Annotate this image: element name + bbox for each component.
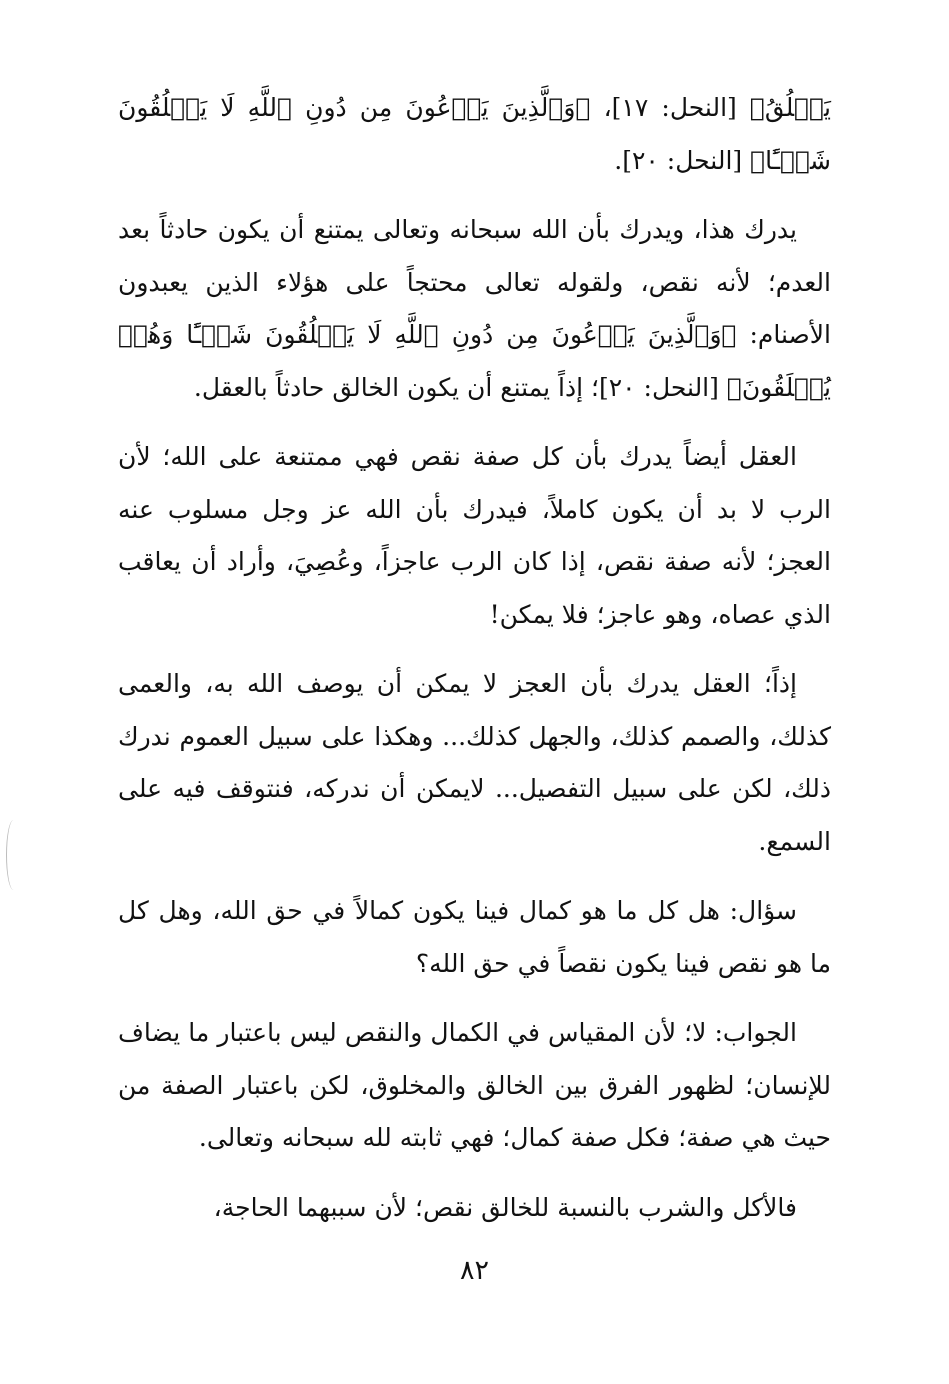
page-body-text — [118, 82, 831, 1251]
binding-edge-mark — [6, 820, 21, 890]
paragraph-eating-drinking: فالأكل والشرب بالنسبة للخالق نقص؛ لأن سببهما الحاجة، — [213, 1192, 797, 1222]
paragraph-question: سؤال: هل كل ما هو كمال فينا يكون كمالاً في حق الله، وهل كل ما هو نقص فينا يكون نقصاً في حق الله؟ — [118, 896, 831, 978]
paragraph-incapacity: إذاً؛ العقل يدرك بأن العجز لا يمكن أن يوصف الله به، والعمى كذلك، والصمم كذلك، والجهل كذلك... وهكذا على سبيل العموم ندرك ذلك، لكن على سبيل التفصيل... لايمكن أن ندركه، فنتوقف فيه على السمع. — [118, 669, 831, 856]
paragraph-deficiency-attributes: العقل أيضاً يدرك بأن كل صفة نقص فهي ممتنعة على الله؛ لأن الرب لا بد أن يكون كاملاً، فيدرك بأن الله عز وجل مسلوب عنه العجز؛ لأنه صفة نقص، إذا كان الرب عاجزاً، وعُصِيَ، وأراد أن يعاقب الذي عصاه، وهو عاجز؛ فلا يمكن! — [118, 442, 831, 629]
paragraph-reason-perceives: يدرك هذا، ويدرك بأن الله سبحانه وتعالى يمتنع أن يكون حادثاً بعد العدم؛ لأنه نقص، ولقوله تعالى محتجاً على هؤلاء الذين يعبدون الأصنام: ﴿وَٱلَّذِينَ يَدۡعُونَ مِن دُونِ ٱللَّهِ لَا يَخۡلُقُونَ شَيۡـًٔا وَهُمۡ يُخۡلَقُونَ﴾ [النحل: ٢٠]؛ إذاً يمتنع أن يكون الخالق حادثاً بالعقل. — [118, 215, 831, 402]
paragraph-answer: الجواب: لا؛ لأن المقياس في الكمال والنقص ليس باعتبار ما يضاف للإنسان؛ لظهور الفرق بين الخالق والمخلوق، لكن باعتبار الصفة من حيث هي صفة؛ فكل صفة كمال؛ فهي ثابته لله سبحانه وتعالى. — [118, 1018, 831, 1152]
paragraph-quran-continuation: يَخۡلُقُ﴾ [النحل: ١٧]، ﴿وَٱلَّذِينَ يَدۡعُونَ مِن دُونِ ٱللَّهِ لَا يَخۡلُقُونَ شَيۡـًٔا﴾ [النحل: ٢٠]. — [118, 93, 831, 175]
page-number: ٨٢ — [459, 1255, 489, 1286]
